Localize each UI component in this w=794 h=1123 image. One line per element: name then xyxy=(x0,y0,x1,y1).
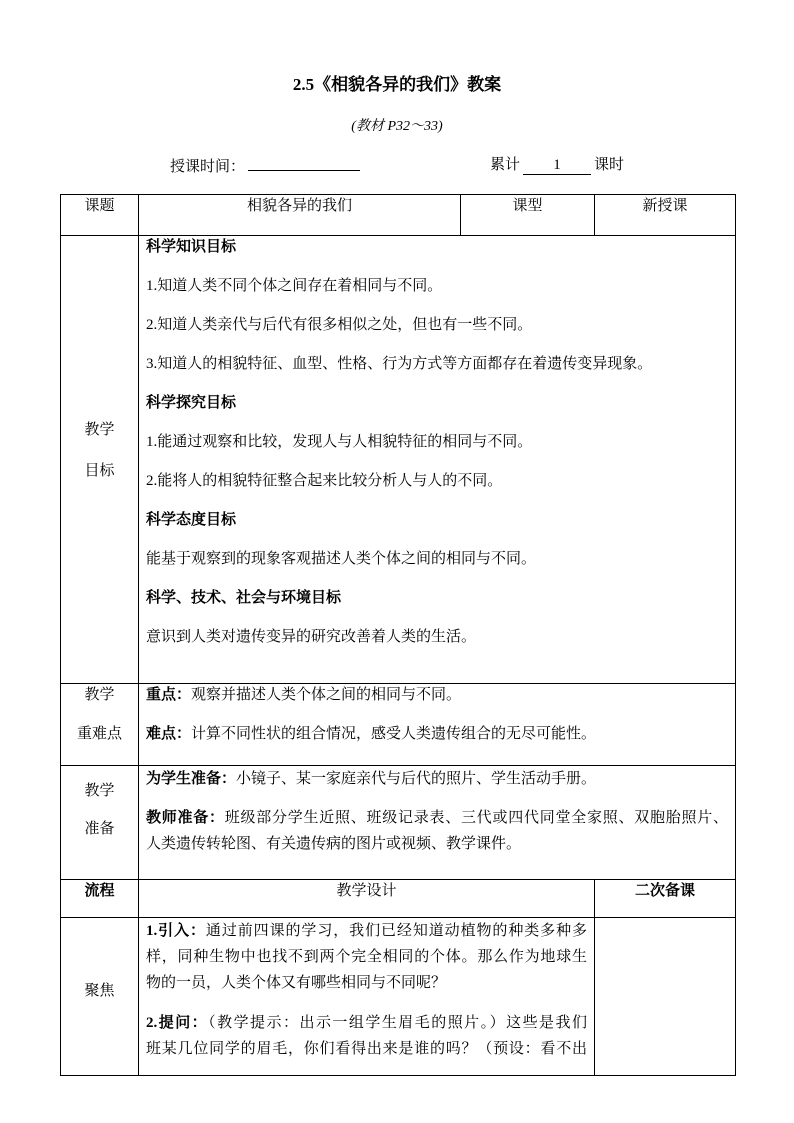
preparation-label-line: 教学 xyxy=(84,783,115,799)
student-preparation xyxy=(146,766,728,792)
difficulty-label: 难点： xyxy=(146,726,192,742)
objective-item: 1.知道人类不同个体之间存在着相同与不同。 xyxy=(146,278,443,294)
key-point-label: 重点： xyxy=(146,687,192,703)
textbook-pages: (教材 P32～33) xyxy=(351,119,443,134)
section-heading: 科学知识目标 xyxy=(146,239,237,255)
section-heading: 科学态度目标 xyxy=(146,512,237,528)
preparation-label-line: 准备 xyxy=(84,821,115,837)
lesson-count-unit: 课时 xyxy=(594,157,625,173)
objective-item: 能基于观察到的现象客观描述人类个体之间的相同与不同。 xyxy=(146,551,537,567)
student-preparation-text: 小镜子、某一家庭亲代与后代的照片、学生活动手册。 xyxy=(236,771,597,787)
revision-header: 二次备课 xyxy=(595,880,736,918)
difficulty-point xyxy=(146,723,728,745)
difficulty-text: 计算不同性状的组合情况，感受人类遗传组合的无尽可能性。 xyxy=(191,726,597,742)
objectives-label-line: 教学 xyxy=(84,422,115,438)
objectives-label xyxy=(61,236,139,684)
lesson-time-field xyxy=(170,155,360,177)
objective-item: 1.能通过观察和比较，发现人与人相貌特征的相同与不同。 xyxy=(146,434,533,450)
lesson-count-field xyxy=(490,155,624,175)
teacher-preparation-label: 教师准备： xyxy=(146,810,225,826)
preparation-content xyxy=(139,766,736,880)
document-title: 2.5《相貌各异的我们》教案 xyxy=(292,75,502,94)
step-text: 班某几位同学的眉毛，你们看得出来是谁的吗？（预设：看不出 xyxy=(146,1041,587,1057)
step-label: 1.引入： xyxy=(146,923,206,939)
focus-row xyxy=(61,918,736,1076)
focus-design-content xyxy=(139,918,595,1076)
key-points-label-line: 教学 xyxy=(84,687,115,703)
key-points-content xyxy=(139,684,736,766)
focus-step-question xyxy=(146,1010,587,1036)
lesson-type-label: 课型 xyxy=(461,195,595,236)
preparation-label xyxy=(61,766,139,880)
student-preparation-label: 为学生准备： xyxy=(146,771,237,787)
key-points-label-line: 重难点 xyxy=(76,726,122,742)
topic-label: 课题 xyxy=(61,195,139,236)
objective-item: 2.能将人的相貌特征整合起来比较分析人与人的不同。 xyxy=(146,473,503,489)
key-point xyxy=(146,684,728,706)
objectives-row xyxy=(61,236,736,684)
focus-step-intro xyxy=(146,918,587,944)
section-heading: 科学探究目标 xyxy=(146,395,237,411)
lesson-plan-table xyxy=(60,194,736,1076)
teacher-preparation-text: 班级部分学生近照、班级记录表、三代或四代同堂全家照、双胞胎照片、 xyxy=(224,810,728,826)
objectives-label-line: 目标 xyxy=(84,463,115,479)
key-point-text: 观察并描述人类个体之间的相同与不同。 xyxy=(191,687,462,703)
step-text: （教学提示：出示一组学生眉毛的照片。）这些是我们 xyxy=(208,1015,587,1031)
teacher-preparation-text: 人类遗传转轮图、有关遗传病的图片或视频、教学课件。 xyxy=(146,836,522,852)
key-points-row xyxy=(61,684,736,766)
step-label: 2.提问： xyxy=(146,1015,209,1031)
design-header: 教学设计 xyxy=(139,880,595,918)
lesson-count-value: 1 xyxy=(523,157,591,175)
process-header-row xyxy=(61,880,736,918)
key-points-label xyxy=(61,684,139,766)
focus-label: 聚焦 xyxy=(61,918,139,1076)
objective-item: 3.知道人的相貌特征、血型、性格、行为方式等方面都存在着遗传变异现象。 xyxy=(146,356,653,372)
objectives-content xyxy=(139,236,736,684)
step-text: 物的一员，人类个体又有哪些相同与不同呢？ xyxy=(146,975,447,991)
lesson-time-blank xyxy=(248,155,360,171)
step-text: 通过前四课的学习，我们已经知道动植物的种类多种多 xyxy=(205,923,587,939)
flow-header: 流程 xyxy=(61,880,139,918)
step-text: 样，同种生物中也找不到两个完全相同的个体。那么作为地球生 xyxy=(146,949,587,965)
preparation-row xyxy=(61,766,736,880)
teacher-preparation xyxy=(146,805,728,831)
objective-item: 2.知道人类亲代与后代有很多相似之处，但也有一些不同。 xyxy=(146,317,533,333)
topic-value: 相貌各异的我们 xyxy=(139,195,461,236)
section-heading: 科学、技术、社会与环境目标 xyxy=(146,590,342,606)
topic-row xyxy=(61,195,736,236)
lesson-time-label: 授课时间： xyxy=(170,159,246,175)
lesson-count-label: 累计 xyxy=(490,157,521,173)
revision-cell xyxy=(595,918,736,1076)
lesson-type-value: 新授课 xyxy=(595,195,736,236)
objective-item: 意识到人类对遗传变异的研究改善着人类的生活。 xyxy=(146,629,477,645)
